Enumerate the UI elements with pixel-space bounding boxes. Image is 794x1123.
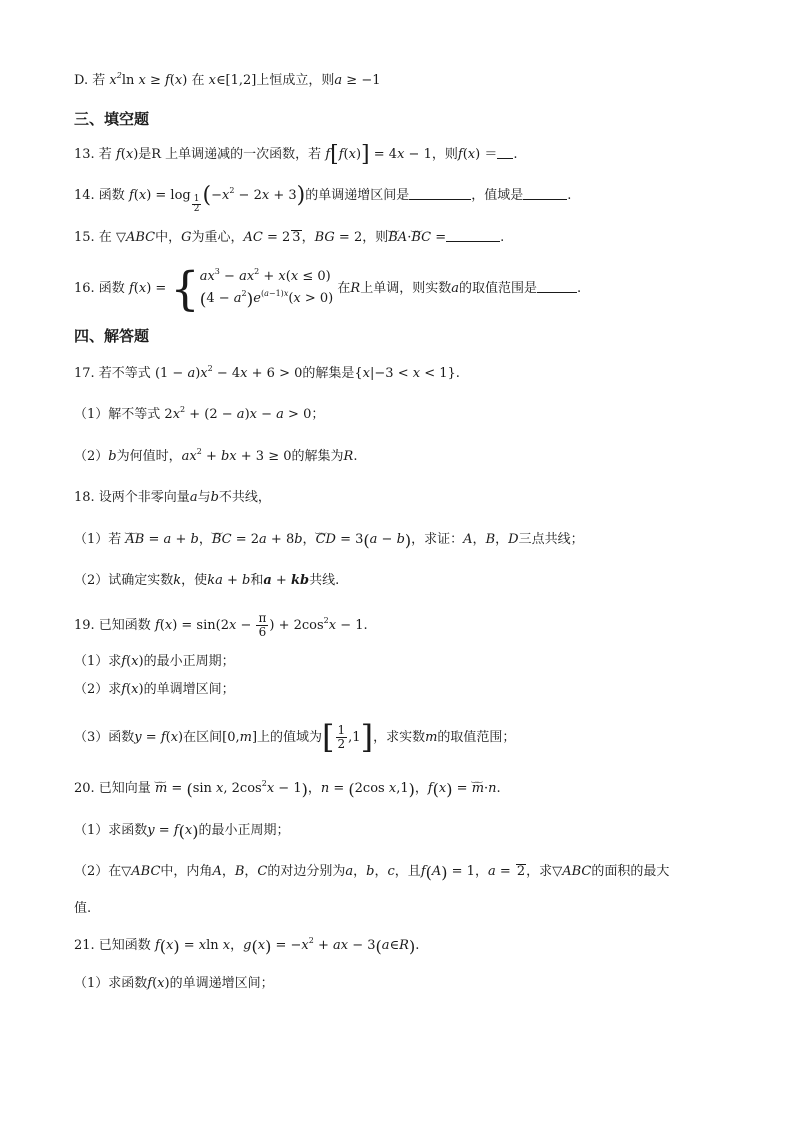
question-19-part-2: （2）求f(x)的单调增区间；: [74, 682, 235, 697]
q19-3-text-2: 上的值域为: [257, 730, 323, 745]
answer-blank[interactable]: [523, 187, 567, 200]
question-20-part-2-cont: 值.: [74, 901, 92, 916]
q15-prefix: 15. 在: [74, 230, 112, 245]
q18-1-text-2: 三点共线；: [518, 532, 584, 547]
question-15: 15. 在 ▽ABC中，G为重心，AC = 2 3，BG = 2，则‿‿ BA·‿‿ BC = .: [74, 228, 504, 248]
section-heading-solve: 四、解答题: [74, 327, 150, 345]
q20-prefix: 20. 已知向量: [74, 781, 151, 796]
question-21: 21. 已知函数 f(x) = xln x，$g(x) = -x^2$ + ax − 3(a∈R).: [74, 936, 420, 956]
q20-2-text-2: 的对边分别为: [267, 864, 346, 879]
answer-blank[interactable]: [497, 146, 513, 159]
q19-2-text: 的单调增区间；: [143, 682, 235, 697]
q18-2-text-2: 和: [250, 573, 264, 588]
q16-text-2: 上单调，则实数: [360, 281, 452, 296]
q17-text: 的解集是: [302, 366, 355, 381]
answer-blank[interactable]: [446, 229, 500, 242]
q19-prefix: 19. 已知函数: [74, 618, 151, 633]
q20-2-text-3: ，且: [394, 864, 421, 879]
section-heading-fill-in: 三、填空题: [74, 110, 150, 128]
question-19-part-3: （3）函数y = f(x)在区间[0,m]上的值域为[ $\frac{1}{2}$ ,1]，求实数m的取值范围；: [74, 718, 516, 756]
q17-2-text-2: 的解集为: [291, 449, 344, 464]
q20-1-text: 的最小正周期；: [198, 823, 290, 838]
q18-text: 与: [197, 490, 211, 505]
q18-2-text: ，使: [181, 573, 208, 588]
q19-2-prefix: （2）求: [74, 682, 122, 697]
q20-1-prefix: （1）求函数: [74, 823, 148, 838]
question-18-part-1: （1）若 ‿‿ AB = a + b，‿‿ BC = 2a + 8b，‿‿ CD = 3(a − b)，求证：A，B，D三点共线；: [74, 530, 584, 551]
q14-text: 的单调递增区间是: [305, 188, 410, 203]
question-18-part-2: （2）试确定实数k，使ka + b和a + kb共线.: [74, 573, 340, 588]
q16-text: 在: [337, 281, 351, 296]
option-d-label: D. 若: [74, 73, 106, 88]
q19-3-text-4: 的取值范围；: [437, 730, 516, 745]
answer-blank[interactable]: [537, 280, 577, 293]
q20-2-text-4: ，求: [526, 864, 553, 879]
q20-2-prefix: （2）在: [74, 864, 122, 879]
q19-3-text: 在区间: [183, 730, 223, 745]
q19-3-text-3: ，求实数: [373, 730, 426, 745]
q16-text-3: 的取值范围是: [458, 281, 537, 296]
q21-1-text: 的单调递增区间；: [169, 976, 274, 991]
q18-2-prefix: （2）试确定实数: [74, 573, 174, 588]
question-17-part-2: （2）b为何值时，$ax^2$ + bx + 3 ≥ 0的解集为R.: [74, 447, 358, 464]
question-16: 16. 函数 f(x) = { $ax^3 - ax^2 + x(x \le 0)$ $(4 - a^2)e^{(a-1)x}(x > 0)$ 在R上单调，则实数a的取值范围是 .: [74, 261, 582, 316]
q13-text-2: ，则: [431, 147, 458, 162]
question-14: 14. 函数 f(x) = log $\frac{1}{2}$ $(-x^2 - 2x + 3)$的单调递增区间是 ，值域是 .: [74, 183, 572, 214]
question-13: 13. 若 f(x)是R 上单调递减的一次函数，若 f[f(x)] = 4x − 1，则f(x) ＝ .: [74, 142, 518, 167]
question-17-part-1: （1）解不等式 $2x^2 + (2 - a)x - a > 0$；: [74, 405, 325, 422]
q13-eq: ＝: [484, 147, 498, 162]
q17-prefix: 17. 若不等式: [74, 366, 151, 381]
question-21-part-1: （1）求函数f(x)的单调递增区间；: [74, 976, 274, 991]
q18-1-text: ，求证：: [411, 532, 464, 547]
q20-2-text-5: 的面积的最大: [591, 864, 670, 879]
question-19: 19. 已知函数 f(x) = sin(2x − $\frac{\pi}{6}$ ) + $2\cos^2x - 1$.: [74, 611, 368, 639]
answer-blank[interactable]: [409, 187, 471, 200]
q17-2-text: 为何值时，: [116, 449, 182, 464]
q15-text-3: ，则: [362, 230, 389, 245]
option-d: D. 若 $x^2\ln$ x ≥ f(x) 在 x∈[1,2]上恒成立，则a ≥ −1: [74, 71, 381, 88]
question-17: 17. 若不等式 $(1 - a)x^2 - 4x + 6 > 0$的解集是{x|−3 < x < 1}.: [74, 364, 460, 381]
question-20-part-1: （1）求函数y = f(x)的最小正周期；: [74, 822, 290, 841]
q21-1-prefix: （1）求函数: [74, 976, 148, 991]
q16-prefix: 16. 函数: [74, 281, 125, 296]
q19-1-text: 的最小正周期；: [143, 654, 235, 669]
q13-prefix: 13. 若: [74, 147, 112, 162]
q15-text: 中，: [155, 230, 182, 245]
q14-prefix: 14. 函数: [74, 188, 125, 203]
option-d-text-2: 上恒成立，则: [256, 73, 335, 88]
question-18: 18. 设两个非零向量a与b不共线，: [74, 490, 271, 505]
question-20: 20. 已知向量 ‿‿ m = (sin x, $2\cos^2x - 1$)，n = (2cos x,1)，f(x) = ‿‿ m·n.: [74, 779, 501, 800]
q17-1-prefix: （1）解不等式: [74, 407, 161, 422]
q18-prefix: 18. 设两个非零向量: [74, 490, 190, 505]
q19-3-prefix: （3）函数: [74, 730, 135, 745]
q18-text-2: 不共线，: [218, 490, 271, 505]
q15-text-2: 为重心，: [191, 230, 244, 245]
q14-text-2: ，值域是: [471, 188, 524, 203]
q13-text: 是R 上单调递减的一次函数，若: [138, 147, 322, 162]
option-d-text: 在: [191, 73, 205, 88]
q18-2-text-3: 共线.: [309, 573, 340, 588]
q17-2-prefix: （2）: [74, 449, 109, 464]
q21-prefix: 21. 已知函数: [74, 938, 151, 953]
q20-2-text: 中，内角: [160, 864, 213, 879]
question-20-part-2: （2）在▽ABC中，内角A，B，C的对边分别为a，b，c，且f(A) = 1，a = 2，求▽ABC的面积的最大: [74, 863, 670, 882]
q19-1-prefix: （1）求: [74, 654, 122, 669]
question-19-part-1: （1）求f(x)的最小正周期；: [74, 654, 235, 669]
q18-1-prefix: （1）若: [74, 532, 122, 547]
